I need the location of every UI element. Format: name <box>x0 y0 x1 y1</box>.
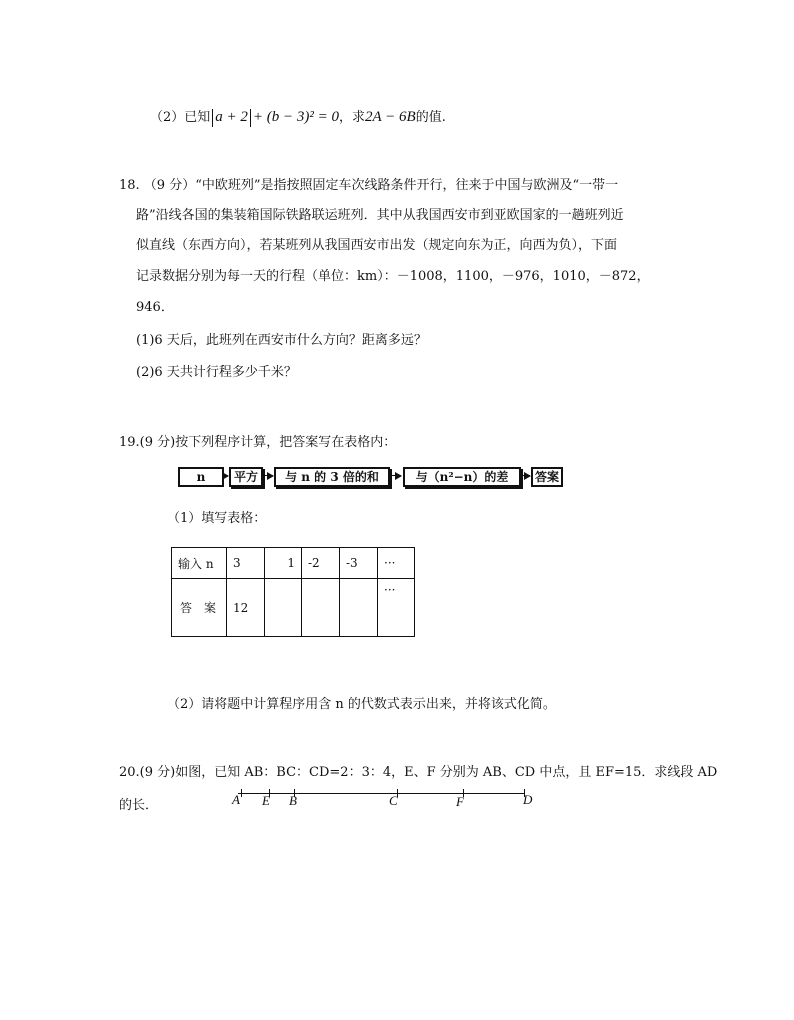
point-label-f: F <box>456 794 464 809</box>
flow-box-add-3n: 与 n 的 3 倍的和 <box>274 467 390 487</box>
table-cell: 12 <box>227 579 265 637</box>
tick-a <box>241 789 242 797</box>
q19-sub2: （2）请将题中计算程序用含 n 的代数式表示出来，并将该式化简。 <box>167 697 556 712</box>
q17-part2 <box>150 107 446 128</box>
table-cell-blank[interactable] <box>265 579 302 637</box>
q18-line-2: 路”沿线各国的集装箱国际铁路联运班列．其中从我国西安市到亚欧国家的一趟班列近 <box>136 208 624 223</box>
q20-line-2: 的长． <box>119 798 159 813</box>
abs-left-bar <box>212 109 213 127</box>
q17-target-expression: 2A − 6B <box>365 109 416 125</box>
point-label-e: E <box>262 793 270 808</box>
flow-arrow-1 <box>222 475 228 476</box>
segment-ad <box>238 793 525 794</box>
q19-sub1: （1）填写表格： <box>167 511 267 526</box>
table-row-input <box>172 548 415 579</box>
q18-sub1: (1)6 天后，此班列在西安市什么方向？距离多远？ <box>136 333 427 348</box>
q17-separator: ，求 <box>339 110 366 125</box>
table-cell: 3 <box>227 548 265 579</box>
table-cell: ··· <box>378 548 415 579</box>
q19-title: 19.(9 分)按下列程序计算，把答案写在表格内： <box>119 435 397 450</box>
flow-arrow-4 <box>521 475 530 476</box>
table-cell: 答 案 <box>172 579 227 637</box>
table-cell: -2 <box>302 548 340 579</box>
table-cell: 输入 n <box>172 548 227 579</box>
flow-arrow-2 <box>263 475 273 476</box>
point-label-c: C <box>389 793 398 808</box>
q20-line-1: 20.(9 分)如图，已知 AB：BC：CD=2：3：4，E、F 分别为 AB、CD 中点，且 EF=15．求线段 AD <box>119 765 718 780</box>
flow-box-answer: 答案 <box>531 467 563 487</box>
q17-abs-expression: a + 2 <box>215 109 248 125</box>
q18-line-1: 18. （9 分）“中欧班列”是指按照固定车次线路条件开行，往来于中国与欧洲及“一带一 <box>119 178 619 193</box>
table-cell-blank[interactable] <box>302 579 340 637</box>
flow-box-subtract: 与（n²−n）的差 <box>403 467 521 487</box>
table-row-answer <box>172 579 415 637</box>
table-cell: -3 <box>340 548 378 579</box>
flow-arrow-3 <box>390 475 401 476</box>
abs-right-bar <box>250 109 251 127</box>
q18-sub2: (2)6 天共计行程多少千米？ <box>136 365 297 380</box>
table-cell: 1 <box>265 548 302 579</box>
point-label-b: B <box>289 793 297 808</box>
answer-table <box>171 547 415 637</box>
flow-box-input: n <box>178 467 224 487</box>
q18-line-5: 946． <box>136 300 174 315</box>
q18-line-3: 似直线（东西方向），若某班列从我国西安市出发（规定向东为正，向西为负），下面 <box>136 238 618 253</box>
table-cell-blank[interactable] <box>340 579 378 637</box>
table-cell: ··· <box>378 579 415 637</box>
point-label-a: A <box>232 792 240 807</box>
flow-box-square: 平方 <box>229 467 263 487</box>
point-label-d: D <box>523 792 533 807</box>
q18-line-4: 记录数据分别为每一天的行程（单位：km）：－1008，1100，－976，1010，－872， <box>136 269 650 284</box>
q17-equation-rest: + (b − 3)² = 0 <box>252 109 340 125</box>
q17-part2-prefix: （2）已知 <box>150 110 211 125</box>
q17-tail: 的值. <box>415 110 446 125</box>
